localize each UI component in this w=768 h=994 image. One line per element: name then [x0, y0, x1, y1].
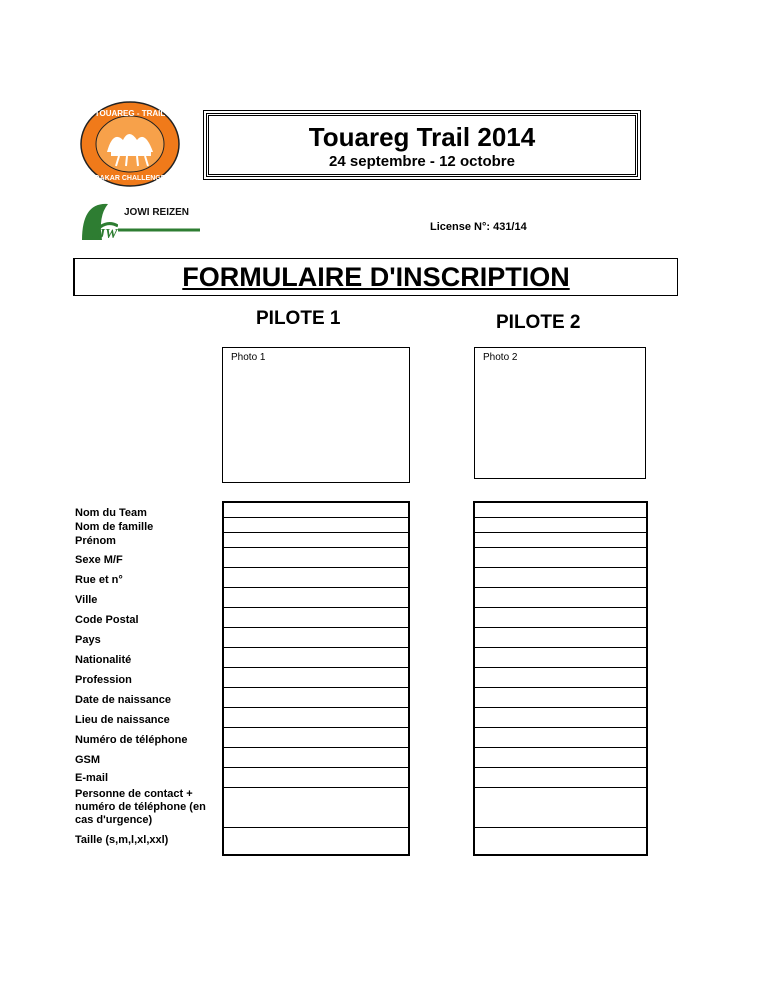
field-label: Prénom: [75, 535, 116, 547]
pilot2-field-input[interactable]: [475, 708, 646, 728]
pilot2-field-input[interactable]: [475, 788, 646, 828]
svg-text:JW: JW: [98, 227, 118, 242]
pilot2-field-input[interactable]: [475, 518, 646, 533]
pilot2-field-input[interactable]: [475, 688, 646, 708]
form-title-box: [73, 258, 678, 296]
pilot2-heading: PILOTE 2: [496, 312, 581, 333]
pilot2-field-input[interactable]: [475, 828, 646, 848]
pilot1-field-input[interactable]: [224, 828, 408, 848]
pilot2-field-input[interactable]: [475, 668, 646, 688]
pilot1-field-input[interactable]: [224, 648, 408, 668]
field-label: Profession: [75, 674, 132, 686]
field-label: Nom du Team: [75, 507, 147, 519]
field-label: Code Postal: [75, 614, 139, 626]
pilot1-field-input[interactable]: [224, 608, 408, 628]
pilot2-field-input[interactable]: [475, 768, 646, 788]
pilot1-field-input[interactable]: [224, 628, 408, 648]
pilot2-field-input[interactable]: [475, 748, 646, 768]
pilot1-field-input[interactable]: [224, 768, 408, 788]
event-title: Touareg Trail 2014: [308, 122, 536, 152]
pilot1-field-input[interactable]: [224, 708, 408, 728]
field-label: E-mail: [75, 772, 109, 784]
field-label: Numéro de téléphone: [75, 734, 188, 746]
pilot1-field-input[interactable]: [224, 503, 408, 518]
field-label: Ville: [75, 594, 98, 606]
field-label: Nationalité: [75, 654, 132, 666]
pilot2-field-input[interactable]: [475, 728, 646, 748]
svg-text:DAKAR CHALLENGE: DAKAR CHALLENGE: [94, 175, 166, 182]
svg-text:JOWI REIZEN: JOWI REIZEN: [124, 207, 190, 218]
form-title: FORMULAIRE D'INSCRIPTION: [182, 262, 570, 292]
pilot1-field-input[interactable]: [224, 788, 408, 828]
photo1-box[interactable]: [222, 347, 410, 483]
pilot1-field-input[interactable]: [224, 568, 408, 588]
pilot1-field-input[interactable]: [224, 668, 408, 688]
field-label: Lieu de naissance: [75, 714, 170, 726]
pilot1-field-input[interactable]: [224, 533, 408, 548]
pilot2-field-input[interactable]: [475, 588, 646, 608]
pilot1-heading: PILOTE 1: [256, 308, 341, 329]
field-label: Rue et n°: [75, 574, 123, 586]
pilot1-field-input[interactable]: [224, 548, 408, 568]
pilot2-field-input[interactable]: [475, 568, 646, 588]
field-label: Personne de contact + numéro de téléphone (en cas d'urgence): [75, 788, 206, 826]
field-label: Date de naissance: [75, 694, 171, 706]
svg-text:TOUAREG - TRAIL: TOUAREG - TRAIL: [94, 109, 166, 118]
pilot2-field-input[interactable]: [475, 628, 646, 648]
touareg-trail-logo: [79, 100, 181, 188]
pilot2-field-input[interactable]: [475, 533, 646, 548]
pilot2-fields: [473, 501, 648, 856]
pilot1-field-input[interactable]: [224, 518, 408, 533]
pilot1-field-input[interactable]: [224, 688, 408, 708]
license-number: License N°: 431/14: [430, 221, 527, 233]
field-label: Sexe M/F: [75, 554, 123, 566]
event-dates: 24 septembre - 12 octobre: [329, 153, 515, 170]
field-label: GSM: [75, 754, 101, 766]
photo2-box[interactable]: [474, 347, 646, 479]
pilot1-field-input[interactable]: [224, 748, 408, 768]
pilot1-field-input[interactable]: [224, 728, 408, 748]
pilot2-field-input[interactable]: [475, 548, 646, 568]
pilot1-fields: [222, 501, 410, 856]
pilot2-field-input[interactable]: [475, 503, 646, 518]
pilot1-field-input[interactable]: [224, 588, 408, 608]
field-label: Pays: [75, 634, 101, 646]
photo1-label: Photo 1: [231, 352, 266, 363]
pilot2-field-input[interactable]: [475, 648, 646, 668]
jowi-reizen-logo: [78, 196, 204, 246]
event-title-box: [206, 113, 638, 177]
pilot2-field-input[interactable]: [475, 608, 646, 628]
field-label: Taille (s,m,l,xl,xxl): [75, 834, 169, 846]
photo2-label: Photo 2: [483, 352, 518, 363]
field-label: Nom de famille: [75, 521, 154, 533]
